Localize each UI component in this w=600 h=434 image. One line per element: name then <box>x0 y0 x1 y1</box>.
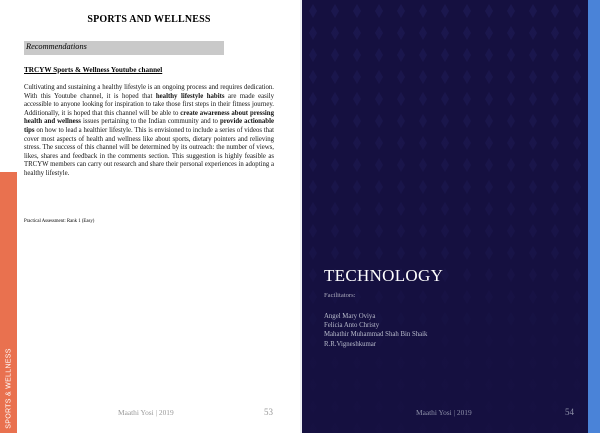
section-title: TECHNOLOGY <box>324 266 444 285</box>
body-text: are made easily accessible to anyone looking for inspiration to take those first steps in their fitness journey. Additionally, it is hoped that this channel will be able to <box>24 92 275 117</box>
page-title: SPORTS AND WELLNESS <box>87 14 211 25</box>
facilitators-list <box>324 312 427 349</box>
facilitator-name: Angel Mary Oviya <box>324 313 376 320</box>
side-tab-label: SPORTS & WELLNESS <box>5 348 13 429</box>
recommendations-bar <box>24 41 224 55</box>
accent-bar <box>588 0 600 433</box>
side-tab <box>0 172 17 433</box>
body-emphasis: provide actionable tips <box>24 118 274 134</box>
subheading: TRCYW Sports & Wellness Youtube channel <box>24 66 163 74</box>
body-text: on how to lead a healthier lifestyle. This is envisioned to include a series of videos that cover most aspects of health and wellness like about sports, dietary pointers and relieving stress. The success of this channel will be determined by its outreach: the number of views, likes, shares and feedback in the comments section. This suggestion is highly feasible as TRCYW members can carry out research and share their personal experiences in adopting a healthy lifestyle. <box>24 126 274 177</box>
facilitators-label: Facilitators: <box>324 292 356 299</box>
body-emphasis: healthy lifestyle habits <box>155 92 225 100</box>
facilitator-name: Mahathir Muhammad Shah Bin Shaik <box>324 331 428 339</box>
body-text: Cultivating and sustaining a healthy lifestyle is an ongoing process and requires dedication. With this Youtube channel, it is hoped that <box>24 84 274 100</box>
left-page <box>0 0 300 433</box>
body-emphasis: create awareness about pressing health and wellness <box>24 109 274 126</box>
page-number-right: 54 <box>565 407 574 417</box>
right-page <box>302 0 588 433</box>
recommendations-label: Recommendations <box>26 42 87 51</box>
assessment-note: Practical Assessment: Rank 1 (Easy) <box>24 219 95 224</box>
facilitator-name: Felicia Anto Christy <box>324 322 380 330</box>
body-text: issues pertaining to the Indian community and to <box>80 118 220 126</box>
background-pattern <box>302 0 588 433</box>
facilitator-name: R.R.Vigneshkumar <box>324 340 377 348</box>
body-paragraph <box>24 84 274 179</box>
footer-left: Maathi Yosi | 2019 <box>118 408 174 417</box>
page-number-left: 53 <box>264 407 273 417</box>
footer-right: Maathi Yosi | 2019 <box>416 408 472 417</box>
